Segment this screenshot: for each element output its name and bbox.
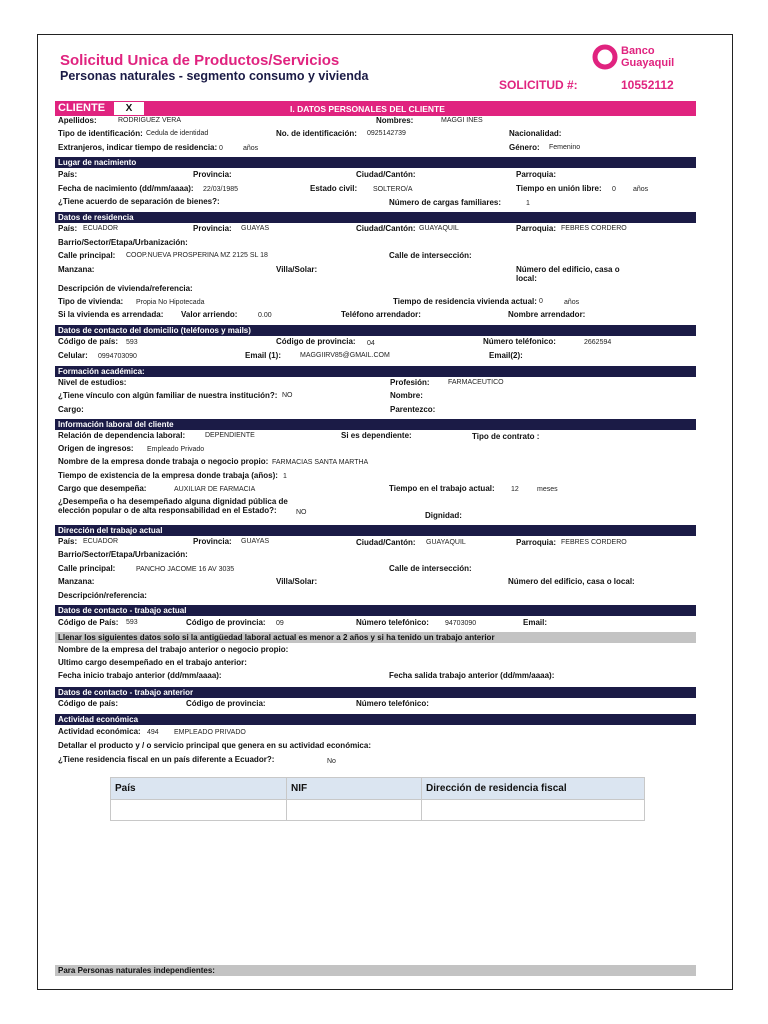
profesion-label: Profesión: bbox=[390, 378, 430, 387]
res-parroquia-value[interactable]: FEBRES CORDERO bbox=[561, 225, 627, 232]
res-pais-value[interactable]: ECUADOR bbox=[83, 225, 119, 232]
anterior-empresa-label: Nombre de la empresa del trabajo anterior o negocio propio: bbox=[58, 645, 289, 654]
trab-ciudad-value[interactable]: GUAYAQUIL bbox=[426, 539, 466, 546]
solicitud-number: 10552112 bbox=[621, 78, 674, 92]
table-row bbox=[111, 800, 645, 821]
section-bar-actividad: Actividad económica bbox=[55, 714, 696, 725]
tipo-id-label: Tipo de identificación: bbox=[58, 129, 143, 138]
parentezco-label: Parentezco: bbox=[390, 405, 436, 414]
section-bar-contacto-anterior: Datos de contacto - trabajo anterior bbox=[55, 687, 696, 698]
cargas-label: Número de cargas familiares: bbox=[389, 198, 502, 207]
residencia-fiscal-value[interactable]: No bbox=[327, 758, 336, 765]
trab-parroquia-value[interactable]: FEBRES CORDERO bbox=[561, 539, 627, 546]
dignidad-answer[interactable]: NO bbox=[296, 509, 307, 516]
res-calle-label: Calle principal: bbox=[58, 251, 116, 260]
union-libre-value[interactable]: 0 bbox=[612, 186, 616, 193]
tiempo-vivienda-unit: años bbox=[564, 299, 580, 306]
trab-cod-pais-value[interactable]: 593 bbox=[126, 619, 138, 626]
form-title: Solicitud Unica de Productos/Servicios bbox=[60, 52, 340, 69]
nac-parroquia-label: Parroquia: bbox=[516, 170, 557, 179]
solicitud-label: SOLICITUD #: bbox=[499, 78, 578, 92]
trab-provincia-value[interactable]: GUAYAS bbox=[241, 538, 270, 545]
existencia-label: Tiempo de existencia de la empresa donde trabaja (años): bbox=[58, 471, 278, 480]
section-bar-laboral: Información laboral del cliente bbox=[55, 419, 696, 430]
dom-cod-pais-label: Código de país: bbox=[58, 337, 118, 346]
trab-descripcion-label: Descripción/referencia: bbox=[58, 591, 147, 600]
extranjeros-label: Extranjeros, indicar tiempo de residencia: bbox=[58, 143, 218, 152]
trab-calle-label: Calle principal: bbox=[58, 564, 116, 573]
res-descripcion-label: Descripción de vivienda/referencia: bbox=[58, 284, 193, 293]
res-edificio-label-2: local: bbox=[516, 274, 537, 283]
tipo-vivienda-value[interactable]: Propia No Hipotecada bbox=[136, 299, 205, 306]
res-ciudad-label: Ciudad/Cantón: bbox=[356, 224, 416, 233]
extranjeros-unit: años bbox=[243, 145, 259, 152]
trab-calle-value[interactable]: PANCHO JACOME 16 AV 3035 bbox=[136, 566, 235, 573]
familiar-nombre-label: Nombre: bbox=[390, 391, 423, 400]
independientes-bar: Para Personas naturales independientes: bbox=[55, 965, 696, 976]
trab-pais-label: País: bbox=[58, 537, 78, 546]
section-title-personal: I. DATOS PERSONALES DEL CLIENTE bbox=[290, 104, 445, 114]
res-villa-label: Villa/Solar: bbox=[276, 265, 318, 274]
trab-num-tel-label: Número telefónico: bbox=[356, 618, 429, 627]
section-bar-formacion: Formación académica: bbox=[55, 366, 696, 377]
actividad-code[interactable]: 494 bbox=[147, 729, 159, 736]
anterior-inicio-label: Fecha inicio trabajo anterior (dd/mm/aaaa): bbox=[58, 671, 222, 680]
valor-arriendo-value[interactable]: 0.00 bbox=[258, 312, 272, 319]
trab-pais-value[interactable]: ECUADOR bbox=[83, 538, 119, 545]
genero-label: Género: bbox=[509, 143, 540, 152]
si-dependiente-label: Si es dependiente: bbox=[341, 431, 412, 440]
res-provincia-label: Provincia: bbox=[193, 224, 232, 233]
nivel-estudios-label: Nivel de estudios: bbox=[58, 378, 127, 387]
separacion-label: ¿Tiene acuerdo de separación de bienes?: bbox=[58, 197, 220, 206]
table-header-row bbox=[111, 778, 645, 800]
res-ciudad-value[interactable]: GUAYAQUIL bbox=[419, 225, 459, 232]
trab-interseccion-label: Calle de intersección: bbox=[389, 564, 472, 573]
tiempo-vivienda-value[interactable]: 0 bbox=[539, 298, 543, 305]
vinculo-label: ¿Tiene vínculo con algún familiar de nuestra institución?: bbox=[58, 391, 278, 400]
no-id-label: No. de identificación: bbox=[276, 129, 357, 138]
ant-num-tel-label: Número telefónico: bbox=[356, 699, 429, 708]
trab-villa-label: Villa/Solar: bbox=[276, 577, 318, 586]
celular-label: Celular: bbox=[58, 351, 88, 360]
logo-text-guayaquil: Guayaquil bbox=[621, 57, 675, 69]
tel-arrendador-label: Teléfono arrendador: bbox=[341, 310, 421, 319]
vinculo-value[interactable]: NO bbox=[282, 392, 293, 399]
nac-pais-label: País: bbox=[58, 170, 78, 179]
trab-ciudad-label: Ciudad/Cantón: bbox=[356, 538, 416, 547]
ant-cod-pais-label: Código de país: bbox=[58, 699, 118, 708]
cell-pais[interactable] bbox=[111, 800, 287, 821]
email1-value[interactable]: MAGGIIRV85@GMAIL.COM bbox=[300, 352, 390, 359]
fecha-nac-value[interactable]: 22/03/1985 bbox=[203, 186, 239, 193]
relacion-label: Relación de dependencia laboral: bbox=[58, 431, 186, 440]
cliente-label: CLIENTE bbox=[58, 102, 106, 114]
tipo-id-value[interactable]: Cedula de identidad bbox=[146, 130, 209, 137]
tiempo-trabajo-value[interactable]: 12 bbox=[511, 486, 519, 493]
section-bar-nacimiento: Lugar de nacimiento bbox=[55, 157, 696, 168]
tiempo-vivienda-label: Tiempo de residencia vivienda actual: bbox=[393, 297, 537, 306]
dignidad-question-1: ¿Desempeña o ha desempeñado alguna dignidad pública de bbox=[58, 497, 288, 506]
trab-barrio-label: Barrio/Sector/Etapa/Urbanización: bbox=[58, 550, 188, 559]
dom-cod-prov-value[interactable]: 04 bbox=[367, 340, 375, 347]
existencia-value[interactable]: 1 bbox=[283, 473, 287, 480]
section-bar-contacto-trabajo: Datos de contacto - trabajo actual bbox=[55, 605, 696, 616]
res-pais-label: País: bbox=[58, 224, 78, 233]
cargas-value[interactable]: 1 bbox=[526, 200, 530, 207]
origen-ingresos-value[interactable]: Empleado Privado bbox=[147, 446, 205, 453]
arrendada-label: Si la vivienda es arrendada: bbox=[58, 310, 164, 319]
nombres-value[interactable]: MAGGI INES bbox=[441, 117, 483, 124]
actividad-value[interactable]: EMPLEADO PRIVADO bbox=[174, 729, 246, 736]
anterior-salida-label: Fecha salida trabajo anterior (dd/mm/aaaa): bbox=[389, 671, 555, 680]
valor-arriendo-label: Valor arriendo: bbox=[181, 310, 238, 319]
section-bar-contacto-domicilio: Datos de contacto del domicilio (teléfonos y mails) bbox=[55, 325, 696, 336]
cliente-checkbox[interactable]: X bbox=[114, 102, 144, 115]
tiempo-trabajo-label: Tiempo en el trabajo actual: bbox=[389, 484, 495, 493]
detalle-label: Detallar el producto y / o servicio principal que genera en su actividad económica: bbox=[58, 741, 371, 750]
estado-civil-label: Estado civil: bbox=[310, 184, 358, 193]
section-bar-direccion-trabajo: Dirección del trabajo actual bbox=[55, 525, 696, 536]
col-header-pais: País bbox=[111, 778, 287, 800]
estado-civil-value[interactable]: SOLTERO/A bbox=[373, 186, 413, 193]
res-parroquia-label: Parroquia: bbox=[516, 224, 557, 233]
section-bar-residencia: Datos de residencia bbox=[55, 212, 696, 223]
empresa-label: Nombre de la empresa donde trabaja o negocio propio: bbox=[58, 457, 269, 466]
dignidad-label: Dignidad: bbox=[425, 511, 462, 520]
tipo-contrato-label: Tipo de contrato : bbox=[472, 432, 540, 441]
trab-cod-pais-label: Código de País: bbox=[58, 618, 119, 627]
res-manzana-label: Manzana: bbox=[58, 265, 95, 274]
res-interseccion-label: Calle de intersección: bbox=[389, 251, 472, 260]
actividad-label: Actividad económica: bbox=[58, 727, 141, 736]
cell-direccion[interactable] bbox=[422, 800, 645, 821]
bank-logo bbox=[592, 43, 692, 71]
form-subtitle: Personas naturales - segmento consumo y vivienda bbox=[60, 69, 369, 83]
dom-num-tel-label: Número teléfonico: bbox=[483, 337, 556, 346]
trab-parroquia-label: Parroquia: bbox=[516, 538, 557, 547]
nac-provincia-label: Provincia: bbox=[193, 170, 232, 179]
profesion-value[interactable]: FARMACEUTICO bbox=[448, 379, 504, 386]
nacionalidad-label: Nacionalidad: bbox=[509, 129, 562, 138]
ant-cod-prov-label: Código de provincia: bbox=[186, 699, 266, 708]
residencia-fiscal-label: ¿Tiene residencia fiscal en un país diferente a Ecuador?: bbox=[58, 755, 275, 764]
fiscal-residence-table bbox=[110, 777, 645, 821]
familiar-cargo-label: Cargo: bbox=[58, 405, 84, 414]
dom-cod-pais-value[interactable]: 593 bbox=[126, 339, 138, 346]
tiempo-trabajo-unit: meses bbox=[537, 486, 558, 493]
origen-ingresos-label: Origen de ingresos: bbox=[58, 444, 134, 453]
trab-manzana-label: Manzana: bbox=[58, 577, 95, 586]
union-libre-label: Tiempo en unión libre: bbox=[516, 184, 602, 193]
res-barrio-label: Barrio/Sector/Etapa/Urbanización: bbox=[58, 238, 188, 247]
tipo-vivienda-label: Tipo de vivienda: bbox=[58, 297, 124, 306]
no-id-value[interactable]: 0925142739 bbox=[367, 130, 406, 137]
trab-num-tel-value[interactable]: 94703090 bbox=[445, 620, 477, 627]
logo-text-banco: Banco bbox=[621, 45, 655, 57]
res-calle-value[interactable]: COOP.NUEVA PROSPERINA MZ 2125 SL 18 bbox=[126, 252, 268, 259]
dom-cod-prov-label: Código de provincia: bbox=[276, 337, 356, 346]
empresa-value[interactable]: FARMACIAS SANTA MARTHA bbox=[272, 459, 369, 466]
fecha-nac-label: Fecha de nacimiento (dd/mm/aaaa): bbox=[58, 184, 194, 193]
anterior-cargo-label: Ultimo cargo desempeñado en el trabajo anterior: bbox=[58, 658, 247, 667]
celular-value[interactable]: 0994703090 bbox=[98, 353, 137, 360]
relacion-value[interactable]: DEPENDIENTE bbox=[205, 432, 255, 439]
email2-label: Email(2): bbox=[489, 351, 523, 360]
cargo-value[interactable]: AUXILIAR DE FARMACIA bbox=[174, 486, 256, 493]
extranjeros-value[interactable]: 0 bbox=[219, 145, 223, 152]
apellidos-label: Apellidos: bbox=[58, 116, 97, 125]
trab-cod-prov-label: Código de provincia: bbox=[186, 618, 266, 627]
res-edificio-label-1: Número del edificio, casa o bbox=[516, 265, 620, 274]
anterior-note-bar: Llenar los siguientes datos solo si la antigüedad laboral actual es menor a 2 años y si ha tenido un trabajo anterior bbox=[55, 632, 696, 643]
res-provincia-value[interactable]: GUAYAS bbox=[241, 225, 270, 232]
cell-nif[interactable] bbox=[287, 800, 422, 821]
col-header-direccion: Dirección de residencia fiscal bbox=[422, 778, 645, 800]
dom-num-tel-value[interactable]: 2662594 bbox=[584, 339, 612, 346]
dignidad-question-2: elección popular o de alta responsabilidad en el Estado?: bbox=[58, 506, 277, 515]
nombre-arrendador-label: Nombre arrendador: bbox=[508, 310, 586, 319]
union-libre-unit: años bbox=[633, 186, 649, 193]
trab-email-label: Email: bbox=[523, 618, 548, 627]
genero-value[interactable]: Femenino bbox=[549, 144, 581, 151]
trab-edificio-label: Número del edificio, casa o local: bbox=[508, 577, 635, 586]
trab-provincia-label: Provincia: bbox=[193, 537, 232, 546]
nac-ciudad-label: Ciudad/Cantón: bbox=[356, 170, 416, 179]
apellidos-value[interactable]: RODRIGUEZ VERA bbox=[118, 117, 182, 124]
email1-label: Email (1): bbox=[245, 351, 282, 360]
nombres-label: Nombres: bbox=[376, 116, 414, 125]
trab-cod-prov-value[interactable]: 09 bbox=[276, 620, 284, 627]
cargo-label: Cargo que desempeña: bbox=[58, 484, 147, 493]
col-header-nif: NIF bbox=[287, 778, 422, 800]
